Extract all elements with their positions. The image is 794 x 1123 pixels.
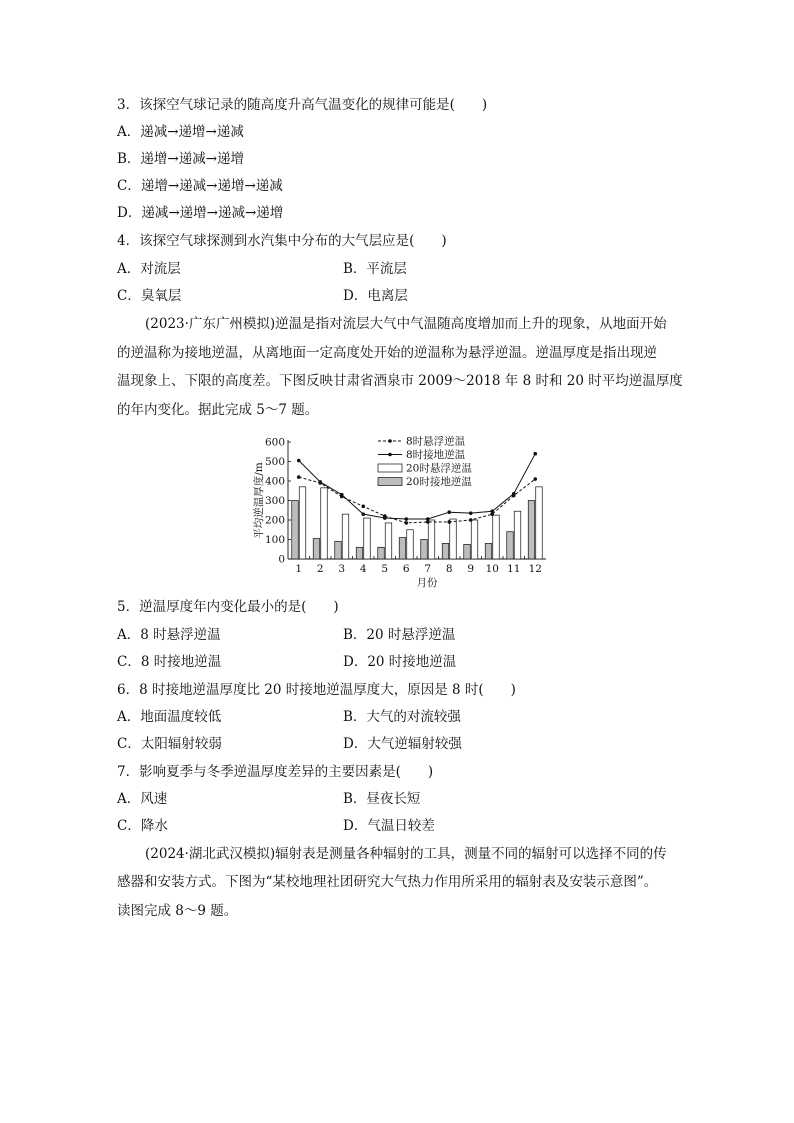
point-8h-elevated-inversion (297, 475, 301, 479)
y-tick-label: 300 (264, 495, 285, 507)
bar-20h-ground-inversion (356, 547, 363, 559)
legend-point-swatch (388, 439, 392, 443)
point-8h-ground-inversion (447, 510, 451, 514)
bar-20h-ground-inversion (378, 547, 385, 559)
point-8h-ground-inversion (512, 492, 516, 496)
point-8h-ground-inversion (469, 511, 473, 515)
bar-20h-elevated-inversion (428, 520, 435, 559)
q7-option-b: B．昼夜长短 (343, 791, 421, 807)
q3-option-c: C．递增→递减→递增→递减 (117, 178, 283, 194)
bar-20h-elevated-inversion (321, 488, 328, 559)
x-tick-label: 3 (338, 563, 346, 575)
bar-20h-elevated-inversion (514, 511, 521, 559)
bar-20h-elevated-inversion (450, 519, 457, 559)
q3-option-d: D．递减→递增→递减→递增 (117, 205, 284, 221)
q5-option-a: A．8 时悬浮逆温 (117, 627, 221, 643)
x-tick-label: 8 (445, 563, 453, 575)
passage1-line-2: 的逆温称为接地逆温，从离地面一定高度处开始的逆温称为悬浮逆温。逆温厚度是指出现逆 (117, 345, 657, 361)
q4-option-a: A．对流层 (117, 261, 181, 277)
legend-label: 8时悬浮逆温 (406, 435, 466, 448)
point-8h-elevated-inversion (533, 477, 537, 481)
bar-20h-ground-inversion (335, 541, 342, 559)
point-8h-elevated-inversion (404, 521, 408, 525)
q6-option-c: C．太阳辐射较弱 (117, 736, 222, 752)
x-tick-label: 12 (528, 563, 542, 575)
q5-option-b: B．20 时悬浮逆温 (343, 627, 456, 643)
x-tick-label: 10 (485, 563, 499, 575)
q4-stem: 4．该探空气球探测到水汽集中分布的大气层应是( ) (117, 233, 447, 249)
point-8h-elevated-inversion (447, 520, 451, 524)
passage2-line-2: 感器和安装方式。下图为“某校地理社团研究大气热力作用所采用的辐射表及安装示意图”。 (117, 874, 658, 890)
y-tick-label: 0 (278, 553, 285, 566)
q4-option-b: B．平流层 (343, 261, 407, 277)
q7-option-c: C．降水 (117, 818, 168, 834)
passage1-line-3: 温现象上、下限的高度差。下图反映甘肃省酒泉市 2009～2018 年 8 时和 20 时平均逆温厚度 (117, 373, 683, 389)
passage1-line-4: 的年内变化。据此完成 5～7 题。 (117, 402, 319, 418)
legend-label: 20时悬浮逆温 (406, 462, 472, 475)
q6-stem: 6．8 时接地逆温厚度比 20 时接地逆温厚度大，原因是 8 时( ) (117, 682, 516, 698)
legend-point-swatch (388, 453, 392, 457)
legend-bar-swatch (378, 478, 402, 486)
point-8h-ground-inversion (361, 512, 365, 516)
q3-option-b: B．递增→递减→递增 (117, 151, 245, 167)
x-tick-label: 5 (381, 563, 389, 575)
y-tick-label: 200 (264, 514, 285, 527)
bar-20h-elevated-inversion (364, 518, 371, 559)
q6-option-b: B．大气的对流较强 (343, 709, 461, 725)
bar-20h-elevated-inversion (536, 487, 543, 559)
point-8h-ground-inversion (318, 480, 322, 484)
q5-stem: 5．逆温厚度年内变化最小的是( ) (117, 599, 339, 615)
q4-option-d: D．电离层 (343, 288, 408, 304)
bar-20h-elevated-inversion (407, 530, 414, 559)
x-tick-label: 4 (359, 563, 367, 575)
point-8h-ground-inversion (490, 509, 494, 513)
q3-option-a: A．递减→递增→递减 (117, 124, 244, 140)
y-tick-label: 500 (264, 456, 285, 468)
point-8h-ground-inversion (297, 459, 301, 463)
bar-20h-elevated-inversion (493, 515, 500, 559)
bar-20h-ground-inversion (421, 540, 428, 560)
q3-stem: 3．该探空气球记录的随高度升高气温变化的规律可能是( ) (117, 97, 488, 113)
bar-20h-elevated-inversion (299, 487, 306, 559)
inversion-thickness-chart (240, 432, 560, 590)
bar-20h-ground-inversion (528, 501, 535, 560)
bar-20h-elevated-inversion (471, 520, 478, 559)
point-8h-ground-inversion (426, 517, 430, 521)
passage1-line-1: (2023·广东广州模拟)逆温是指对流层大气中气温随高度增加而上升的现象，从地面开始 (145, 316, 667, 332)
q7-option-a: A．风速 (117, 791, 168, 807)
bar-20h-ground-inversion (313, 539, 320, 559)
bar-20h-ground-inversion (292, 501, 299, 560)
x-tick-label: 1 (295, 563, 303, 575)
x-tick-label: 2 (316, 563, 324, 575)
legend-bar-swatch (378, 464, 402, 472)
bar-20h-elevated-inversion (342, 514, 349, 559)
x-tick-label: 11 (507, 563, 521, 575)
point-8h-elevated-inversion (361, 505, 365, 509)
q7-stem: 7．影响夏季与冬季逆温厚度差异的主要因素是( ) (117, 764, 434, 780)
passage2-line-1: (2024·湖北武汉模拟)辐射表是测量各种辐射的工具，测量不同的辐射可以选择不同的传 (145, 846, 667, 862)
q5-option-d: D．20 时接地逆温 (343, 654, 457, 670)
y-tick-label: 400 (264, 475, 285, 488)
bar-20h-ground-inversion (442, 543, 449, 559)
y-tick-label: 600 (264, 436, 285, 449)
bar-20h-ground-inversion (485, 543, 492, 559)
point-8h-ground-inversion (404, 517, 408, 521)
x-tick-label: 6 (402, 563, 410, 575)
y-tick-label: 100 (264, 534, 285, 546)
bar-20h-ground-inversion (507, 532, 514, 559)
y-axis-label: 平均逆温厚度/m (253, 462, 265, 539)
q6-option-d: D．大气逆辐射较强 (343, 736, 462, 752)
x-tick-label: 9 (467, 563, 475, 575)
bar-20h-ground-inversion (399, 538, 406, 559)
legend-label: 8时接地逆温 (406, 449, 466, 461)
bar-20h-elevated-inversion (385, 523, 392, 559)
q6-option-a: A．地面温度较低 (117, 709, 222, 725)
x-tick-label: 7 (424, 563, 432, 575)
point-8h-ground-inversion (340, 493, 344, 497)
q4-option-c: C．臭氧层 (117, 288, 182, 304)
q5-option-c: C．8 时接地逆温 (117, 654, 222, 670)
q7-option-d: D．气温日较差 (343, 818, 435, 834)
bar-20h-ground-inversion (464, 544, 471, 559)
point-8h-ground-inversion (533, 452, 537, 456)
legend-label: 20时接地逆温 (406, 476, 472, 488)
point-8h-elevated-inversion (469, 518, 473, 522)
point-8h-ground-inversion (383, 516, 387, 520)
passage2-line-3: 读图完成 8～9 题。 (117, 903, 238, 919)
x-axis-label: 月份 (416, 577, 438, 589)
